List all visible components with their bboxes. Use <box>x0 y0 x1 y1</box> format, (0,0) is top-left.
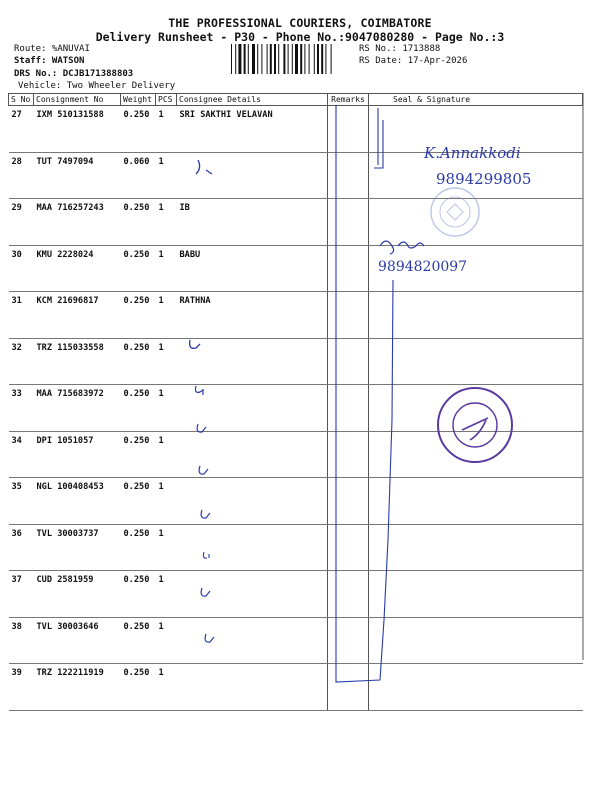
table-row <box>9 664 583 711</box>
barcode-bar <box>325 44 326 74</box>
barcode-bar <box>300 44 302 74</box>
col-remarks: Remarks <box>328 94 369 106</box>
row-sno: 32 <box>9 338 34 385</box>
row-sno: 39 <box>9 664 34 711</box>
row-consignment: TVL 30003646 <box>34 617 121 664</box>
row-seal <box>369 152 583 199</box>
row-seal <box>369 199 583 246</box>
row-seal <box>369 245 583 292</box>
vehicle-label: Vehicle: Two Wheeler Delivery <box>18 81 176 91</box>
table-row <box>9 385 583 432</box>
table-row <box>9 338 583 385</box>
table-header-row <box>9 94 583 106</box>
barcode-bar <box>314 44 315 74</box>
barcode-bar <box>295 44 298 74</box>
row-pcs: 1 <box>156 106 177 153</box>
row-weight: 0.250 <box>121 617 156 664</box>
row-weight: 0.250 <box>121 338 156 385</box>
row-seal <box>369 431 583 478</box>
table-row <box>9 152 583 199</box>
row-sno: 30 <box>9 245 34 292</box>
row-sno: 35 <box>9 478 34 525</box>
rs-number: RS No.: 1713888 <box>359 44 441 54</box>
row-weight: 0.250 <box>121 106 156 153</box>
barcode-bar <box>252 44 255 74</box>
row-consignment: NGL 100408453 <box>34 478 121 525</box>
row-consignee: SRI SAKTHI VELAVAN <box>177 106 328 153</box>
table-row <box>9 571 583 618</box>
phone-27: 9894299805 <box>436 170 532 188</box>
row-pcs: 1 <box>156 431 177 478</box>
row-consignment: TUT 7497094 <box>34 152 121 199</box>
barcode-bar <box>235 44 236 74</box>
phone-30: 9894820097 <box>378 259 468 275</box>
row-consignee <box>177 338 328 385</box>
row-consignee <box>177 152 328 199</box>
row-pcs: 1 <box>156 571 177 618</box>
col-consignment: Consignment No <box>34 94 121 106</box>
row-sno: 36 <box>9 524 34 571</box>
barcode-bar <box>321 44 323 74</box>
row-weight: 0.250 <box>121 664 156 711</box>
row-weight: 0.250 <box>121 385 156 432</box>
row-seal <box>369 106 583 153</box>
row-consignment: DPI 1051057 <box>34 431 121 478</box>
row-seal <box>369 338 583 385</box>
row-pcs: 1 <box>156 245 177 292</box>
col-seal: Seal & Signature <box>369 94 583 106</box>
row-seal <box>369 292 583 339</box>
barcode-bar <box>292 44 293 74</box>
drs-number: DRS No.: DCJB171388803 <box>14 69 134 79</box>
row-sno: 27 <box>9 106 34 153</box>
table-row <box>9 431 583 478</box>
row-weight: 0.250 <box>121 571 156 618</box>
row-sno: 38 <box>9 617 34 664</box>
barcode-bar <box>261 44 262 74</box>
row-consignment: IXM 510131588 <box>34 106 121 153</box>
row-seal <box>369 524 583 571</box>
table-row <box>9 106 583 153</box>
row-remarks <box>328 245 369 292</box>
row-seal <box>369 664 583 711</box>
barcode-bar <box>231 44 232 74</box>
row-sno: 34 <box>9 431 34 478</box>
row-pcs: 1 <box>156 617 177 664</box>
runsheet-table <box>8 93 583 711</box>
barcode <box>230 44 355 74</box>
barcode-bar <box>278 44 279 74</box>
col-pcs: PCS <box>156 94 177 106</box>
row-remarks <box>328 152 369 199</box>
row-seal <box>369 478 583 525</box>
row-weight: 0.250 <box>121 292 156 339</box>
table-row <box>9 245 583 292</box>
barcode-bar <box>238 44 241 74</box>
row-consignee: IB <box>177 199 328 246</box>
row-seal <box>369 617 583 664</box>
row-sno: 37 <box>9 571 34 618</box>
barcode-bar <box>274 44 276 74</box>
row-remarks <box>328 385 369 432</box>
col-weight: Weight <box>121 94 156 106</box>
barcode-bar <box>309 44 310 74</box>
row-consignee <box>177 478 328 525</box>
barcode-bar <box>288 44 289 74</box>
row-consignment: KMU 2228024 <box>34 245 121 292</box>
row-seal <box>369 571 583 618</box>
row-remarks <box>328 199 369 246</box>
row-consignee <box>177 617 328 664</box>
signature-27: K.Annakkodi <box>424 144 521 162</box>
row-sno: 28 <box>9 152 34 199</box>
row-consignment: TVL 30003737 <box>34 524 121 571</box>
row-consignee <box>177 431 328 478</box>
row-consignee <box>177 664 328 711</box>
barcode-bar <box>248 44 249 74</box>
barcode-bar <box>267 44 268 74</box>
row-sno: 29 <box>9 199 34 246</box>
row-consignee <box>177 385 328 432</box>
barcode-bar <box>304 44 305 74</box>
row-remarks <box>328 106 369 153</box>
row-pcs: 1 <box>156 152 177 199</box>
row-consignment: KCM 21696817 <box>34 292 121 339</box>
row-remarks <box>328 431 369 478</box>
row-remarks <box>328 478 369 525</box>
row-remarks <box>328 524 369 571</box>
barcode-bar <box>244 44 246 74</box>
barcode-bar <box>270 44 272 74</box>
col-sno: S No <box>9 94 34 106</box>
row-weight: 0.250 <box>121 245 156 292</box>
row-consignee: RATHNA <box>177 292 328 339</box>
runsheet-subtitle: Delivery Runsheet - P30 - Phone No.:9047080280 - Page No.:3 <box>95 30 505 44</box>
row-pcs: 1 <box>156 478 177 525</box>
barcode-bar <box>283 44 285 74</box>
row-consignee <box>177 524 328 571</box>
row-consignment: TRZ 122211919 <box>34 664 121 711</box>
row-consignment: MAA 716257243 <box>34 199 121 246</box>
row-remarks <box>328 664 369 711</box>
barcode-bar <box>331 44 332 74</box>
barcode-bar <box>317 44 319 74</box>
row-pcs: 1 <box>156 199 177 246</box>
row-consignment: TRZ 115033558 <box>34 338 121 385</box>
rs-date: RS Date: 17-Apr-2026 <box>359 56 468 66</box>
row-consignee <box>177 571 328 618</box>
row-weight: 0.250 <box>121 524 156 571</box>
barcode-bar <box>257 44 258 74</box>
table-row <box>9 292 583 339</box>
row-remarks <box>328 571 369 618</box>
row-pcs: 1 <box>156 292 177 339</box>
row-pcs: 1 <box>156 385 177 432</box>
row-remarks <box>328 292 369 339</box>
col-consignee: Consignee Details <box>177 94 328 106</box>
row-consignment: CUD 2581959 <box>34 571 121 618</box>
staff-label: Staff: WATSON <box>14 56 85 66</box>
table-row <box>9 199 583 246</box>
row-remarks <box>328 617 369 664</box>
row-consignment: MAA 715683972 <box>34 385 121 432</box>
row-pcs: 1 <box>156 664 177 711</box>
row-consignee: BABU <box>177 245 328 292</box>
row-weight: 0.250 <box>121 478 156 525</box>
table-row <box>9 617 583 664</box>
table-row <box>9 478 583 525</box>
row-remarks <box>328 338 369 385</box>
row-pcs: 1 <box>156 338 177 385</box>
company-title: THE PROFESSIONAL COURIERS, COIMBATORE <box>168 16 432 30</box>
row-weight: 0.250 <box>121 199 156 246</box>
table-row <box>9 524 583 571</box>
row-sno: 33 <box>9 385 34 432</box>
row-pcs: 1 <box>156 524 177 571</box>
row-sno: 31 <box>9 292 34 339</box>
row-weight: 0.250 <box>121 431 156 478</box>
row-weight: 0.060 <box>121 152 156 199</box>
route-label: Route: %ANUVAI <box>14 44 90 54</box>
row-seal <box>369 385 583 432</box>
